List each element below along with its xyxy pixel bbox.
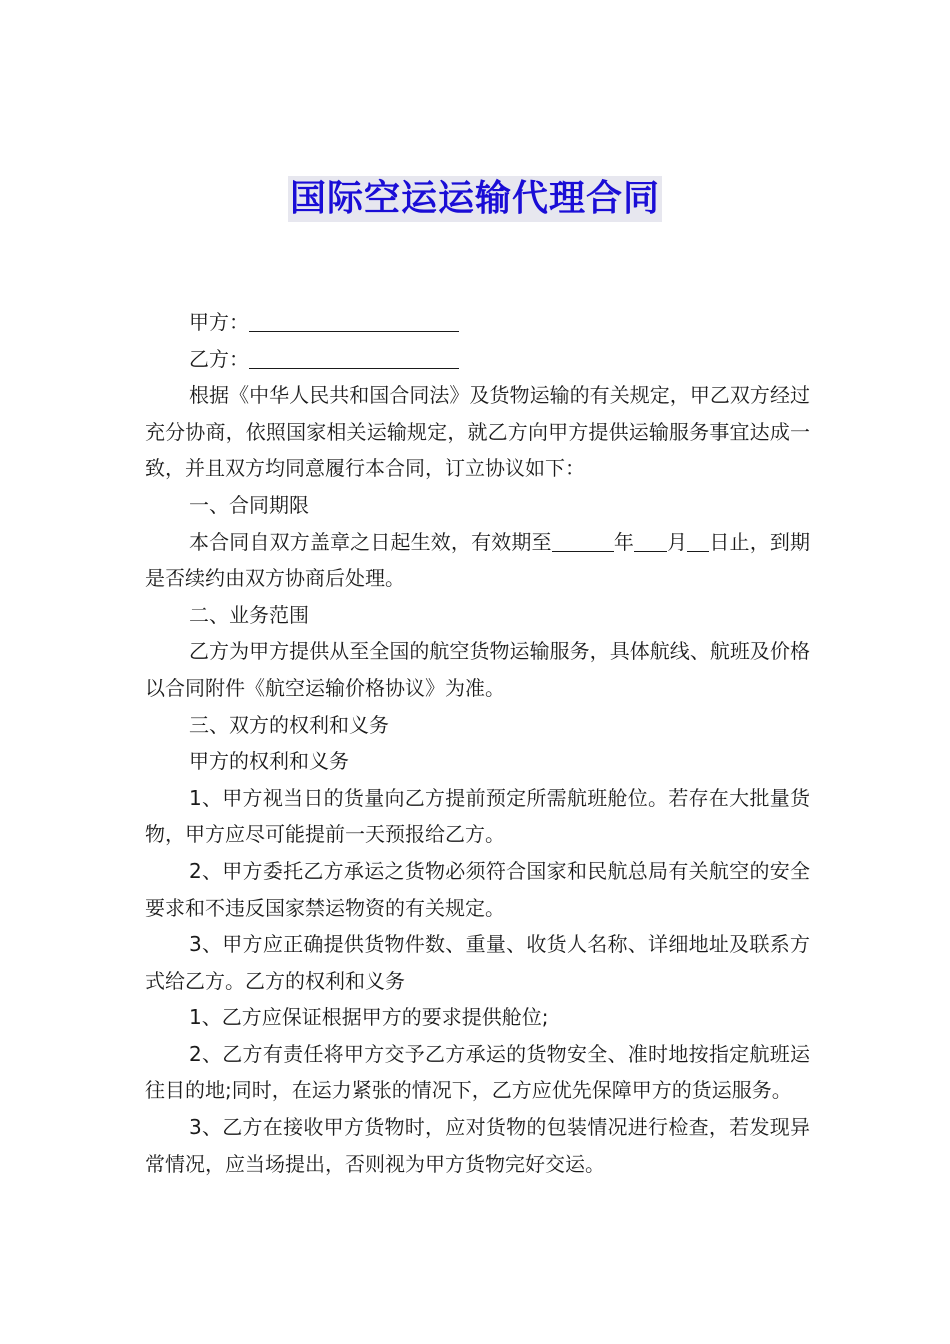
party-a-line	[145, 304, 810, 341]
party-b-line	[145, 341, 810, 378]
document-body	[145, 304, 810, 1182]
party-a-label: 甲方：	[189, 310, 249, 334]
party-b-blank	[249, 346, 459, 369]
b-item-1: 1、乙方应保证根据甲方的要求提供舱位;	[189, 1005, 549, 1030]
section1-year-label: 年	[613, 529, 634, 554]
section2-heading: 二、业务范围	[189, 602, 309, 627]
b-item-3: 3、乙方在接收甲方货物时，应对货物的包装情况进行检查，若发现异常情况，应当场提出，否则视为甲方货物完好交运。	[145, 1115, 810, 1176]
section1-month-label: 月	[666, 529, 688, 554]
section2-paragraph: 乙方为甲方提供从至全国的航空货物运输服务，具体航线、航班及价格以合同附件《航空运输价格协议》为准。	[145, 639, 810, 700]
a-item-3: 3、甲方应正确提供货物件数、重量、收货人名称、详细地址及联系方式给乙方。乙方的权利和义务	[145, 932, 810, 993]
section3-heading: 三、双方的权利和义务	[189, 712, 389, 737]
party-b-label: 乙方：	[189, 346, 249, 371]
day-blank	[687, 529, 709, 552]
b-item-2: 2、乙方有责任将甲方交予乙方承运的货物安全、准时地按指定航班运往目的地;同时，在运力紧张的情况下，乙方应优先保障甲方的货运服务。	[145, 1041, 810, 1103]
month-blank	[634, 529, 667, 552]
a-item-2: 2、甲方委托乙方承运之货物必须符合国家和民航总局有关航空的安全要求和不违反国家禁运物资的有关规定。	[145, 858, 810, 920]
title-container	[0, 176, 950, 222]
intro-paragraph: 根据《中华人民共和国合同法》及货物运输的有关规定，甲乙双方经过充分协商，依照国家相关运输规定，就乙方向甲方提供运输服务事宜达成一致，并且双方均同意履行本合同，订立协议如下：	[145, 383, 810, 481]
section1-heading: 一、合同期限	[189, 492, 309, 517]
a-item-1: 1、甲方视当日的货量向乙方提前预定所需航班舱位。若存在大批量货物，甲方应尽可能提前一天预报给乙方。	[145, 785, 810, 847]
party-a-duties-heading: 甲方的权利和义务	[189, 749, 349, 774]
section1-text-b: 日止，到期是否续约由双方协商后处理。	[145, 529, 811, 591]
party-a-blank	[249, 309, 459, 332]
document-title: 国际空运运输代理合同	[288, 176, 662, 222]
section1-paragraph	[145, 524, 810, 597]
section1-text-a: 本合同自双方盖章之日起生效，有效期至	[189, 529, 552, 554]
year-blank	[552, 529, 614, 552]
